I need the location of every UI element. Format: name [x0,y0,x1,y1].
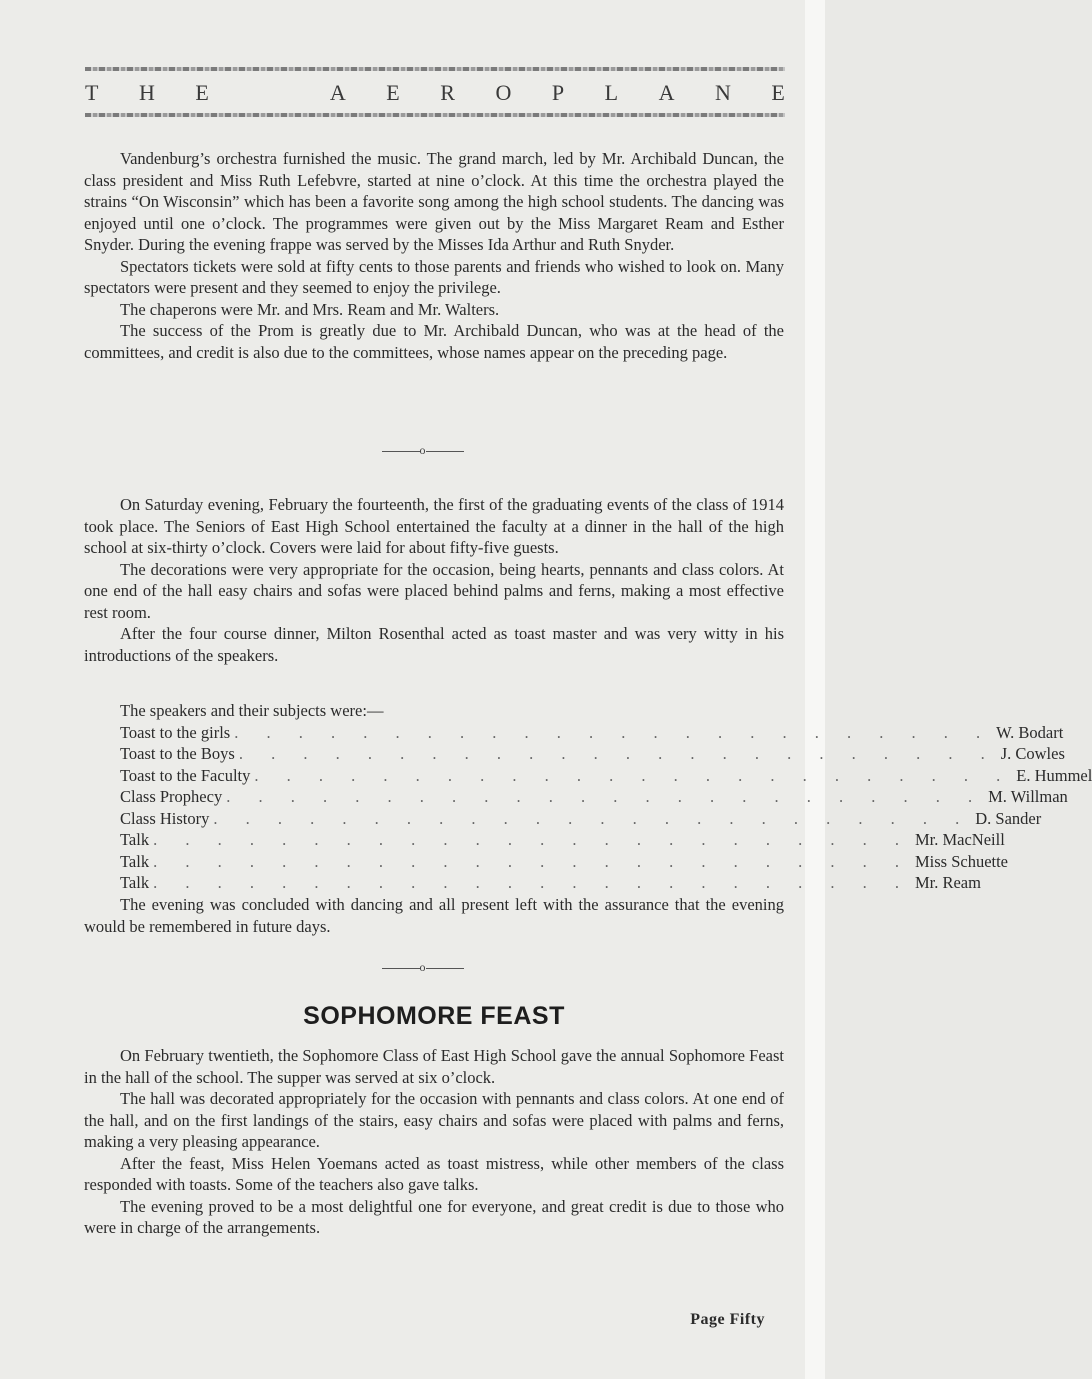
toast-subject: Class History [120,808,210,828]
paragraph: After the four course dinner, Milton Rosenthal acted as toast master and was very witty in his introductions of the speakers. [84,624,784,665]
leader-dots: . . . . . . . . . . . . . . . . . . . . . . . . [226,787,985,806]
toast-row [120,829,1005,851]
leader-dots: . . . . . . . . . . . . . . . . . . . . . . . . [234,722,993,742]
toast-row [120,808,1042,830]
toast-subject: Toast to the Boys [120,744,235,763]
masthead-letter: A [658,80,675,105]
masthead-gap [249,80,289,106]
masthead-rule-top [85,67,785,71]
section-heading: SOPHOMORE FEAST [303,1002,565,1030]
toast-subject: Class Prophecy [120,787,223,806]
masthead-rule-bottom [85,113,785,117]
section-separator: o [0,443,845,458]
toast-speaker: Miss Schuette [914,851,1009,871]
masthead-letter: N [714,80,731,105]
paragraph: The evening was concluded with dancing and all present left with the assurance that the evening would be remembered in future days. [84,895,784,936]
leader-dots: . . . . . . . . . . . . . . . . . . . . . . . . [153,830,911,849]
toast-row [120,743,1065,765]
toast-row [120,765,1092,787]
toast-row [120,851,1009,873]
paragraph: The evening proved to be a most delightful one for everyone, and great credit is due to those who were in charge of the arrangements. [84,1196,784,1237]
toast-list [120,700,1092,894]
paragraph: The success of the Prom is greatly due to Mr. Archibald Duncan, who was at the head of the committees, and credit is also due to the committees, whose names appear on the preceding page. [84,321,784,362]
toast-speaker: J. Cowles [1000,744,1065,763]
masthead-letter: L [604,80,619,105]
toast-subject: Toast to the Faculty [120,765,251,785]
toast-subject: Talk [120,851,150,871]
toast-subject: Talk [120,830,150,849]
toast-row [120,722,1064,744]
toast-speaker: D. Sander [975,808,1042,828]
masthead-letter: A [329,80,346,105]
leader-dots: . . . . . . . . . . . . . . . . . . . . . . . . [238,744,997,763]
toast-speaker: M. Willman [988,787,1068,806]
masthead-letter: E [771,80,785,105]
paragraph: Vandenburg’s orchestra furnished the music. The grand march, led by Mr. Archibald Duncan, the class president and Miss Ruth Lefebvre, started at nine o’clock. At this time the orchestra played the strains “On Wisconsin” which has been a favorite song among the high school students. The dancing was enjoyed until one o’clock. The programmes were given out by the Miss Margaret Ream and Esther Snyder. During the evening frappe was served by the Misses Ida Arthur and Ruth Snyder. [84,149,784,254]
toast-row [120,786,1068,808]
masthead-title [85,80,785,106]
paragraph: The hall was decorated appropriately for the occasion with pennants and class colors. At one end of the hall, and on the first landings of the stairs, easy chairs and sofas were placed with palms and ferns, making a very pleasing appearance. [84,1089,784,1151]
masthead-letter: H [138,80,155,105]
sophomore-article [84,1045,784,1239]
prom-article [84,148,784,363]
paragraph: The decorations were very appropriate for the occasion, being hearts, pennants and class colors. At one end of the hall easy chairs and sofas were placed behind palms and ferns, making a most effective rest room. [84,559,784,622]
paragraph: On Saturday evening, February the fourteenth, the first of the graduating events of the class of 1914 took place. The Seniors of East High School entertained the faculty at a dinner in the hall of the high school at six-thirty o’clock. Covers were laid for about fifty-five guests. [84,495,784,557]
toast-subject: Talk [120,873,150,892]
toast-speaker: Mr. Ream [914,873,981,892]
leader-dots: . . . . . . . . . . . . . . . . . . . . . . . . [153,873,911,892]
dinner-closing [84,894,784,937]
page-edge [805,0,825,1379]
toast-row [120,872,981,894]
masthead-letter: R [440,80,455,105]
masthead-letter: P [551,80,565,105]
masthead-letter: O [495,80,512,105]
toast-speaker: E. Hummel [1016,765,1092,785]
leader-dots: . . . . . . . . . . . . . . . . . . . . . . . . [213,808,972,828]
toast-speaker: W. Bodart [996,722,1064,742]
paragraph: The chaperons were Mr. and Mrs. Ream and Mr. Walters. [120,299,500,319]
paragraph: After the feast, Miss Helen Yoemans acted as toast mistress, while other members of the class responded with toasts. Some of the teachers also gave talks. [84,1153,784,1194]
masthead-letter: E [386,80,400,105]
page-number: Page Fifty [690,1311,765,1328]
masthead-letter: E [195,80,209,105]
section-separator: o [0,960,845,975]
dinner-article [84,494,784,666]
speakers-intro: The speakers and their subjects were:— [120,701,384,720]
leader-dots: . . . . . . . . . . . . . . . . . . . . . . . . [254,765,1013,785]
masthead-letter: T [85,80,99,105]
paragraph: Spectators tickets were sold at fifty cents to those parents and friends who wished to look on. Many spectators were present and they seemed to enjoy the privilege. [84,256,784,297]
toast-speaker: Mr. MacNeill [914,830,1005,849]
leader-dots: . . . . . . . . . . . . . . . . . . . . . . . . [153,851,911,871]
toast-subject: Toast to the girls [120,722,231,742]
paragraph: On February twentieth, the Sophomore Class of East High School gave the annual Sophomore Feast in the hall of the school. The supper was served at six o’clock. [84,1046,784,1087]
